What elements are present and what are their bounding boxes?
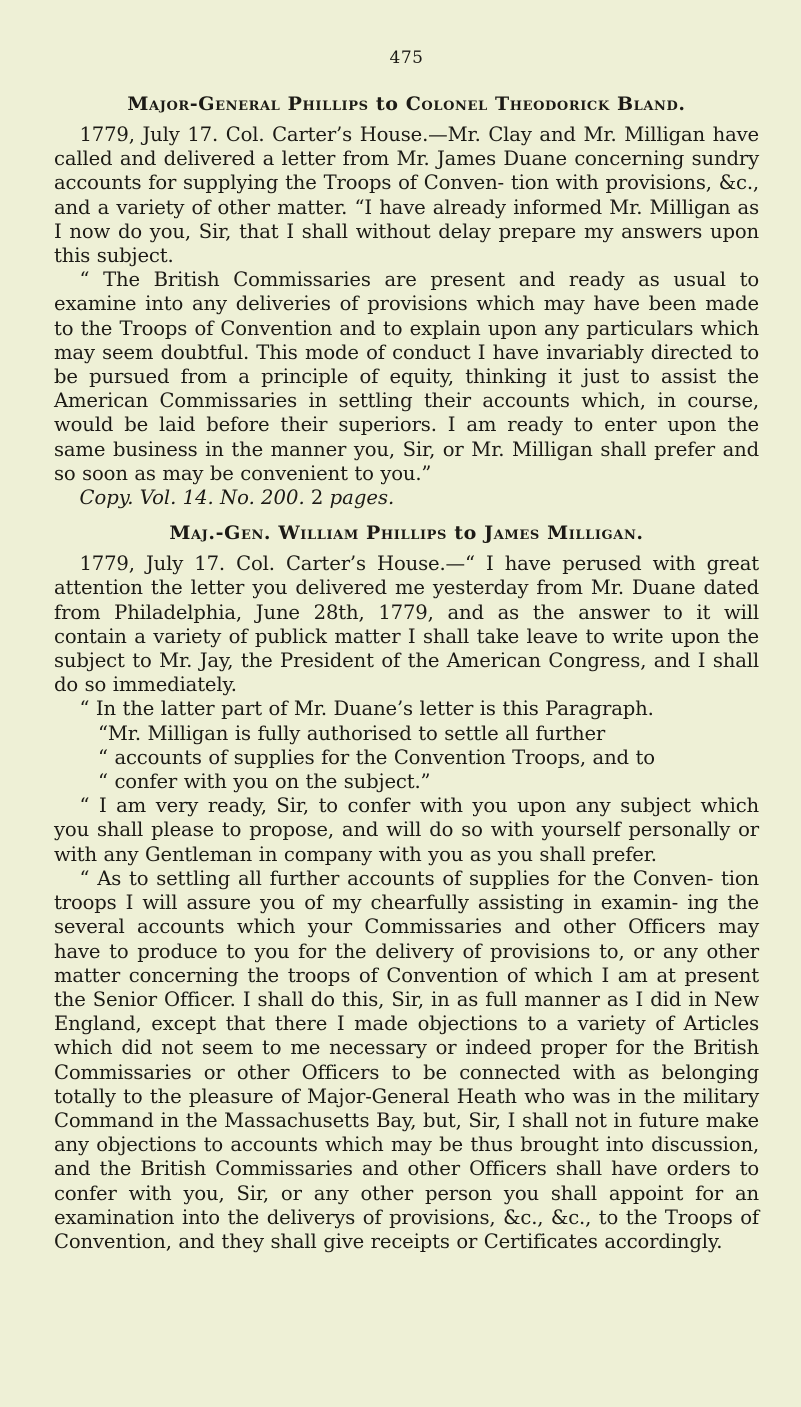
letter-2-sender: Maj.-Gen. William Phillips [169, 522, 448, 545]
letter-2-paragraph-2: “ In the latter part of Mr. Duane’s letter is this Paragraph. [79, 697, 654, 721]
letter-1-sender: Major-General Phillips [127, 93, 369, 115]
letter-1-heading [54, 91, 759, 117]
citation-pages-word: pages. [329, 486, 395, 510]
citation-volume: Vol. 14. [139, 486, 214, 510]
letter-2-paragraph-1: 1779, July 17. Col. Carter’s House.—“ I have perused with great attention the letter you delivered me yesterday from Mr. Duane dated from Philadelphia, June 28th, 1779, and as the answer to it will contain a variety of publick matter I shall take leave to write upon the subject to Mr. Jay, the President of the American Congress, and I shall do so immediately. [54, 552, 759, 697]
letter-1-to: to [375, 93, 399, 115]
letter-2-to: to [454, 522, 477, 545]
letter-2-heading [54, 520, 759, 546]
letter-1-paragraph-1: 1779, July 17. Col. Carter’s House.—Mr. Clay and Mr. Milligan have called and delivered a letter from Mr. James Duane concerning sundry accounts for supplying the Troops of Conven- tion with provisions, &c., and a variety of other matter. “I have already informed Mr. Milligan as I now do you, Sir, that I shall without delay prepare my answers upon this subject. [54, 123, 759, 268]
citation-pages-number: 2 [310, 486, 324, 510]
letter-1-citation [54, 486, 759, 510]
quoted-line-2: “ accounts of supplies for the Convention Troops, and to [98, 745, 655, 769]
letter-2-recipient: James Milligan. [484, 522, 644, 545]
letter-1-paragraph-2: “ The British Commissaries are present and ready as usual to examine into any deliveries of provisions which may have been made to the Troops of Convention and to explain upon any particulars which may seem doubtful. This mode of conduct I have invariably directed to be pursued from a principle of equity, thinking it just to assist the American Commissaries in settling their accounts which, in course, would be laid before their superiors. I am ready to enter upon the same business in the manner you, Sir, or Mr. Milligan shall prefer and so soon as may be convenient to you.” [54, 268, 759, 485]
letter-2-paragraph-3: “ I am very ready, Sir, to confer with you upon any subject which you shall please to propose, and will do so with yourself personally or with any Gentleman in company with you as you shall prefer. [54, 794, 759, 866]
page-number: 475 [389, 48, 424, 68]
letter-2-paragraph-4: “ As to settling all further accounts of supplies for the Conven- tion troops I will assure you of my chearfully assisting in examin- ing the several accounts which your Commissaries and other Officers may have to produce to you for the delivery of provisions to, or any other matter concerning the troops of Convention of which I am at present the Senior Officer. I shall do this, Sir, in as full manner as I did in New England, except that there I made objections to a variety of Articles which did not seem to me necessary or indeed proper for the British Commissaries or other Officers to be connected with as belonging totally to the pleasure of Major-General Heath who was in the military Command in the Massachusetts Bay, but, Sir, I shall not in future make any objections to accounts which may be thus brought into discussion, and the British Commissaries and other Officers shall have orders to confer with you, Sir, or any other person you shall appoint for an examination into the deliverys of provisions, &c., &c., to the Troops of Convention, and they shall give receipts or Certificates accordingly. [54, 866, 759, 1253]
quoted-line-1: “Mr. Milligan is fully authorised to settle all further [98, 721, 606, 745]
citation-number: No. 200. [220, 486, 305, 510]
citation-copy: Copy. [79, 486, 134, 510]
letter-1-recipient: Colonel Theodorick Bland. [405, 93, 686, 115]
quoted-line-3: “ confer with you on the subject.” [98, 770, 431, 794]
